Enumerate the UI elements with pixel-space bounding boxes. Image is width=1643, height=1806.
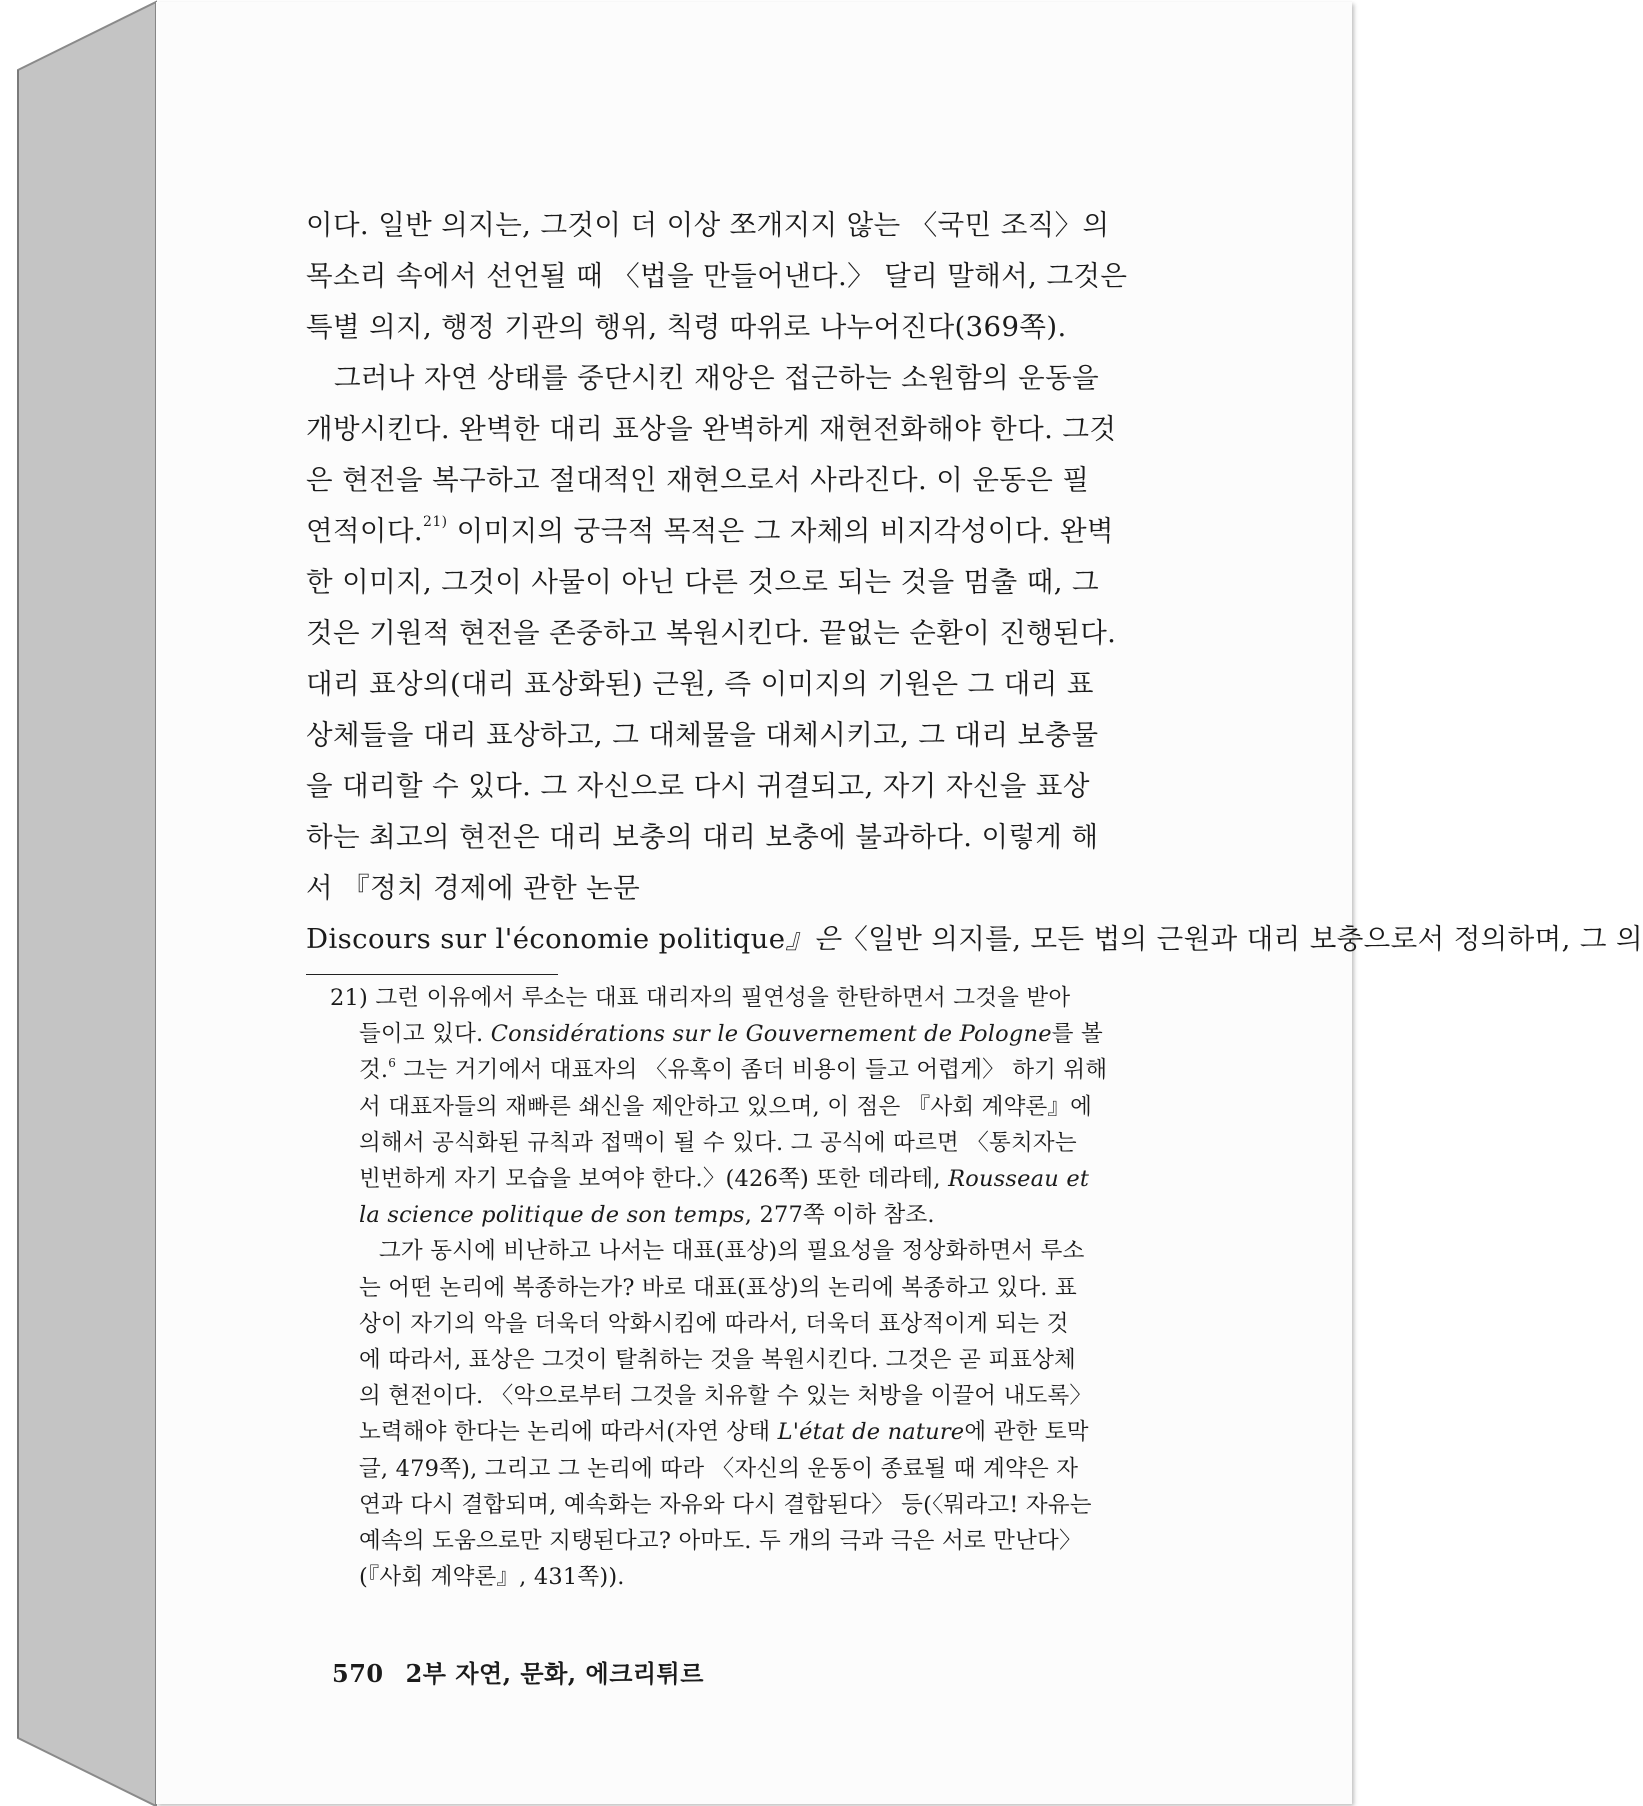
footnote-line: 그가 동시에 비난하고 나서는 대표(표상)의 필요성을 정상화하면서 루소 [379,1238,1085,1265]
body-line: 을 대리할 수 있다. 그 자신으로 다시 귀결되고, 자기 자신을 표상 [306,770,1090,802]
body-line: 한 이미지, 그것이 사물이 아닌 다른 것으로 되는 것을 멈출 때, 그 [306,566,1099,598]
footnote-line: 연과 다시 결합되며, 예속화는 자유와 다시 결합된다〉 등(〈뭐라고! 자유는 [359,1491,1092,1518]
body-line: 대리 표상의(대리 표상화된) 근원, 즉 이미지의 기원은 그 대리 표 [306,668,1094,700]
body-line: 특별 의지, 행정 기관의 행위, 칙령 따위로 나누어진다(369쪽). [306,311,1067,343]
footnote-text-run: 그는 거기에서 대표자의 〈유혹이 좀더 비용이 들고 어렵게〉 하기 위해 [396,1057,1108,1084]
footnote-line: 는 어떤 논리에 복종하는가? 바로 대표(표상)의 논리에 복종하고 있다. 표 [359,1274,1077,1301]
footnote-line [330,1197,1178,1233]
footnote-line: 의해서 공식화된 규칙과 접맥이 될 수 있다. 그 공식에 따르면 〈통치자는 [359,1129,1077,1156]
footnote [330,980,1178,1595]
footnote-line: 에 따라서, 표상은 그것이 탈취하는 것을 복원시킨다. 그것은 곧 피표상체 [359,1347,1076,1374]
footnote-text-run: 빈번하게 자기 모습을 보여야 한다.〉(426쪽) 또한 데라테, [359,1166,949,1193]
italic-title: la science politique de son temps [359,1202,745,1229]
body-line: 서 『정치 경제에 관한 논문 [306,872,641,904]
body-text-run: Discours sur l'économie politique [306,923,786,955]
body-line [306,506,1174,557]
footnote-line: 서 대표자들의 재빠른 쇄신을 제안하고 있으며, 이 점은 『사회 계약론』에 [359,1093,1093,1120]
italic-title: Considérations sur le Gouvernement de Pologne [490,1021,1052,1048]
italic-title: L'état de nature [777,1419,965,1446]
footnote-line: 글, 479쪽), 그리고 그 논리에 따라 〈자신의 운동이 종료될 때 계약은 자 [359,1455,1079,1482]
body-text-run: 연적이다. [306,515,424,547]
footnote-text-run: , 277쪽 이하 참조. [744,1202,935,1229]
footnote-line [330,1052,1178,1088]
footnote-line [330,1414,1178,1450]
body-line: 하는 최고의 현전은 대리 보충의 대리 보충에 불과하다. 이렇게 해 [306,821,1099,853]
footnote-line [330,1016,1178,1052]
footnote-text-run: 를 볼 [1051,1021,1103,1048]
page-footer [332,1654,704,1689]
body-line: 이다. 일반 의지는, 그것이 더 이상 쪼개지지 않는 〈국민 조직〉의 [306,209,1110,241]
footnote-reference: 21) [423,514,448,530]
running-head: 2부 자연, 문화, 에크리튀르 [405,1659,704,1688]
footnote-line: (『사회 계약론』, 431쪽)). [359,1564,625,1591]
footnote-line: 21) 그런 이유에서 루소는 대표 대리자의 필연성을 한탄하면서 그것을 받아 [330,985,1071,1011]
footnote-divider [306,974,558,975]
body-line [306,914,1643,965]
footnote-text-run: 노력해야 한다는 논리에 따라서(자연 상태 [359,1419,778,1446]
body-text [306,200,1643,965]
page-number: 570 [332,1659,384,1688]
book-page [156,2,1643,1804]
body-text-run: 〈일반 의지를, 모든 법의 근원과 대리 보충으로서 정의하며, 그 의 [840,923,1643,955]
footnote-line: 의 현전이다. 〈악으로부터 그것을 치유할 수 있는 처방을 이끌어 내도록〉 [359,1383,1093,1410]
footnote-line [330,1161,1178,1197]
footnote-line: 예속의 도움으로만 지탱된다고? 아마도. 두 개의 극과 극은 서로 만난다〉 [359,1528,1082,1555]
body-line: 것은 기원적 현전을 존중하고 복원시킨다. 끝없는 순환이 진행된다. [306,617,1117,649]
body-line: 목소리 속에서 선언될 때 〈법을 만들어낸다.〉 달리 말해서, 그것은 [306,260,1128,292]
body-text-run: 이미지의 궁극적 목적은 그 자체의 비지각성이다. 완벽 [456,515,1114,547]
footnote-text-run: 것. [359,1057,389,1084]
footnote-text-run: 에 관한 토막 [964,1419,1089,1446]
footnote-text-run: 들이고 있다. [359,1021,491,1048]
endnote-reference: 6 [388,1056,397,1071]
footnote-line: 상이 자기의 악을 더욱더 악화시킴에 따라서, 더욱더 표상적이게 되는 것 [359,1310,1069,1337]
italic-title: 』은 [785,923,841,955]
body-line: 은 현전을 복구하고 절대적인 재현으로서 사라진다. 이 운동은 필 [306,464,1090,496]
body-line: 상체들을 대리 표상하고, 그 대체물을 대체시키고, 그 대리 보충물 [306,719,1099,751]
italic-title: Rousseau et [948,1166,1090,1193]
body-line: 개방시킨다. 완벽한 대리 표상을 완벽하게 재현전화해야 한다. 그것 [306,413,1117,445]
body-line: 그러나 자연 상태를 중단시킨 재앙은 접근하는 소원함의 운동을 [334,362,1100,394]
